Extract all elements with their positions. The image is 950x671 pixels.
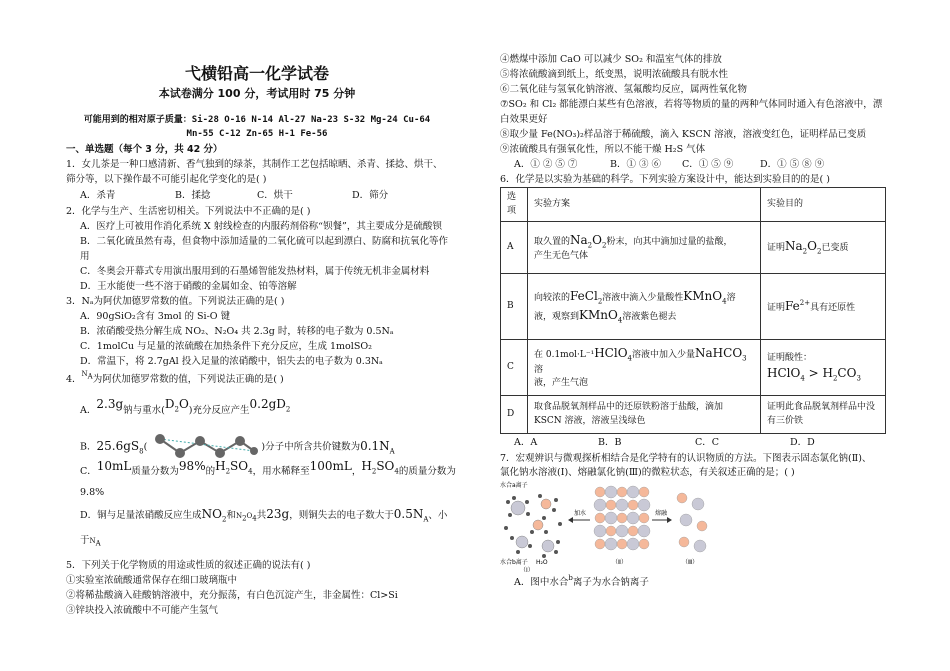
page-title: 弋横铅高一化学试卷 <box>184 64 329 83</box>
q5-item-6: ⑥二氧化硅与氢氧化钠溶液、氢氟酸均反应，属两性氧化物 <box>500 84 748 95</box>
q6-row-d-goal: 证明此食品脱氧剂样品中没 有三价铁 <box>761 396 886 434</box>
atomic-masses-line2: Mn-55 C-12 Zn-65 H-1 Fe-56 <box>186 129 328 139</box>
q5-option-c: C．① ⑤ ⑨ <box>682 159 734 170</box>
q6-row-b-label: B <box>501 274 528 340</box>
section-heading: 一、单选题（每个 3 分，共 42 分） <box>66 144 223 155</box>
q2-option-d: D．王水能使一些不溶于硝酸的金属如金、铂等溶解 <box>80 281 297 292</box>
q6-option-a: A．A <box>514 437 538 448</box>
q5-item-7-line2: 白效果更好 <box>500 114 548 125</box>
q1-stem-line2: 筛分等，以下操作最不可能引起化学变化的是( ) <box>66 174 267 185</box>
q6-row-c <box>501 340 886 396</box>
q3-stem: 3．Nₐ为阿伏加德罗常数的值。下列说法正确的是( ) <box>66 296 285 307</box>
q2-stem: 2．化学与生产、生活密切相关。下列说法中不正确的是( ) <box>66 206 311 217</box>
q6-row-a-goal: 证明$Na_2O_2$已变质 <box>761 222 886 274</box>
q2-option-b-line1: B．二氧化硫虽然有毒，但食物中添加适量的二氧化硫可以起到漂白、防腐和抗氧化等作 <box>80 236 448 247</box>
label-hydrated-b: 水合b离子 <box>500 559 528 566</box>
arrow-melt <box>652 509 672 523</box>
q5-item-4: ④燃煤中添加 CaO 可以减少 SO₂ 和温室气体的排放 <box>500 54 722 65</box>
q7-option-a: A．图中水合$^b$离子为水合钠离子 <box>514 574 649 588</box>
q6-row-c-plan: 在 0.1mol·L⁻¹HClO$_4$溶液中加入少量NaHCO$_3$溶 液，产生气泡 <box>528 340 761 396</box>
label-add-water: 加水 <box>574 510 587 517</box>
q5-option-d: D．① ⑤ ⑧ ⑨ <box>760 159 825 170</box>
q6-row-d-plan: 取食品脱氧剂样品中的还原铁粉溶于盐酸，滴加 KSCN 溶液，溶液呈浅绿色 <box>528 396 761 434</box>
label-panel-i: （Ⅰ） <box>520 567 534 572</box>
atomic-masses-line1: 可能用到的相对原子质量：Si-28 O-16 N-14 Al-27 Na-23 S-32 Mg-24 Cu-64 <box>83 115 431 125</box>
q6-row-c-label: C <box>501 340 528 396</box>
q2-option-b-line2: 用 <box>80 251 90 262</box>
q3-option-c: C．1molCu 与足量的浓硫酸在加热条件下充分反应，生成 1molSO₂ <box>80 341 372 352</box>
q7-stem-line2: 氯化钠水溶液(Ⅰ)、熔融氯化钠(Ⅲ)的微粒状态，有关叙述正确的是；( ) <box>500 467 795 478</box>
label-water: H₂O <box>536 559 548 566</box>
label-melt: 熔融 <box>655 510 668 517</box>
q6-row-a-plan: 取久置的$Na_2O_2$粉末，向其中滴加过量的盐酸， 产生无色气体 <box>528 222 761 274</box>
q5-item-5: ⑤将浓硫酸滴到纸上，纸变黑，说明浓硫酸具有脱水性 <box>500 69 729 80</box>
q6-row-b-plan: 向较浓的FeCl$_2$溶液中滴入少量酸性KMnO$_4$溶 液，观察到KMnO$_4$溶液紫色褪去 <box>528 274 761 340</box>
q6-stem: 6．化学是以实验为基础的科学。下列实验方案设计中，能达到实验目的的是( ) <box>500 174 830 185</box>
q5-item-9: ⑨浓硫酸具有强氧化性，所以不能干燥 H₂S 气体 <box>500 144 706 155</box>
q3-option-b: B．浓硝酸受热分解生成 NO₂、N₂O₄ 共 2.3g 时，转移的电子数为 0.5Nₐ <box>80 326 394 337</box>
q4-option-c-result: 9.8% <box>80 487 105 498</box>
panel-i-solution <box>500 481 562 572</box>
hydrated-ion <box>541 499 551 509</box>
q7-stem-line1: 7．宏观辨识与微观探析相结合是化学特有的认识物质的方法。下图表示固态氯化钠(Ⅱ)、 <box>500 453 872 464</box>
q6-row-c-goal: 证明酸性： HClO$_4$ > $H_2CO_3$ <box>761 340 886 396</box>
q1-option-b: B．揉捻 <box>175 190 211 201</box>
q5-option-a: A．① ② ⑤ ⑦ <box>514 159 578 170</box>
q6-row-b-goal: 证明$Fe^{2+}$具有还原性 <box>761 274 886 340</box>
q5-stem: 5．下列关于化学物质的用途或性质的叙述正确的说法有( ) <box>66 560 311 571</box>
q4-option-c: C．10mL质量分数为98%的$H_2SO_4$，用水稀释至100mL，$H_2SO_4$的质量分数为 <box>80 459 456 477</box>
label-panel-ii: （Ⅱ） <box>612 559 627 566</box>
q5-item-2: ②将稀盐酸滴入硅酸钠溶液中，充分振荡，有白色沉淀产生，非金属性：Cl>Si <box>66 590 398 601</box>
q2-option-a: A．医疗上可被用作消化系统 X 射线检查的内服药剂俗称“钡餐”，其主要成分是硫酸钡 <box>80 221 442 232</box>
panel-iii-melt <box>677 493 707 566</box>
q4-option-b: B．$25.6gS_8$( )分子中所含共价键数为$0.1N_A$ <box>80 433 395 461</box>
label-hydrated-a: 水合a离子 <box>500 482 528 489</box>
label-panel-iii: （Ⅲ） <box>682 559 699 566</box>
hydrated-ion <box>542 540 554 552</box>
page-subtitle: 本试卷满分 100 分，考试用时 75 分钟 <box>158 87 356 100</box>
q6-row-d <box>501 396 886 434</box>
q4-option-a: A．2.3g钠与重水$(D_2O)$充分反应产生$0.2gD_2$ <box>80 397 291 416</box>
q1-option-c: C．烘干 <box>257 190 293 201</box>
q6-table <box>500 187 886 434</box>
hydrated-ion <box>511 501 525 515</box>
q1-option-d: D．筛分 <box>352 190 389 201</box>
hydrated-ion <box>516 536 528 548</box>
q6-row-a-label: A <box>501 222 528 274</box>
q5-item-8: ⑧取少量 Fe(NO₃)₂样品溶于稀硫酸，滴入 KSCN 溶液，溶液变红色，证明样品已变质 <box>500 129 867 140</box>
q1-option-a: A．杀青 <box>80 190 116 201</box>
q4-option-d: D．铜与足量浓硝酸反应生成$NO_2$和$N_2O_4$共23g，则铜失去的电子数大于$0.5N_A$、小 <box>80 507 448 524</box>
q3-option-d: D．常温下，将 2.7gAl 投入足量的浓硝酸中，铝失去的电子数为 0.3Nₐ <box>80 356 383 367</box>
panel-ii-crystal <box>594 486 650 566</box>
q5-item-1: ①实验室浓硫酸通常保存在细口玻璃瓶中 <box>66 575 238 586</box>
q4-stem: 4．$^{N_A}$为阿伏加德罗常数的值，下列说法正确的是( ) <box>66 370 284 385</box>
s8-molecule-diagram <box>150 433 258 461</box>
q6-row-d-label: D <box>501 396 528 434</box>
q6-option-c: C．C <box>695 437 720 448</box>
q6-header-plan: 实验方案 <box>528 188 761 222</box>
q4-option-d-tail: 于$N_A$ <box>80 535 101 548</box>
q7-sodium-chloride-figure <box>500 480 710 572</box>
q1-stem-line1: 1．女儿茶是一种口感清新、香气独到的绿茶，其制作工艺包括晾晒、杀青、揉捻、烘干、 <box>66 159 443 170</box>
q6-header-option: 选项 <box>501 188 528 222</box>
q6-option-b: B．B <box>598 437 622 448</box>
q6-header-row <box>501 188 886 222</box>
q6-header-goal: 实验目的 <box>761 188 886 222</box>
q5-option-b: B．① ③ ⑥ <box>610 159 662 170</box>
q5-item-7-line1: ⑦SO₂ 和 Cl₂ 都能漂白某些有色溶液，若将等物质的量的两种气体同时通入有色溶液中，漂 <box>500 99 883 110</box>
arrow-add-water <box>568 509 590 523</box>
q2-option-c: C．冬奥会开幕式专用演出服用到的石墨烯智能发热材料，属于传统无机非金属材料 <box>80 266 430 277</box>
q5-item-3: ③锌块投入浓硫酸中不可能产生氢气 <box>66 605 219 616</box>
hydrated-ion <box>533 520 543 530</box>
q6-row-a <box>501 222 886 274</box>
q3-option-a: A．90gSiO₂含有 3mol 的 Si-O 键 <box>80 311 231 322</box>
q6-row-b <box>501 274 886 340</box>
q6-option-d: D．D <box>790 437 815 448</box>
